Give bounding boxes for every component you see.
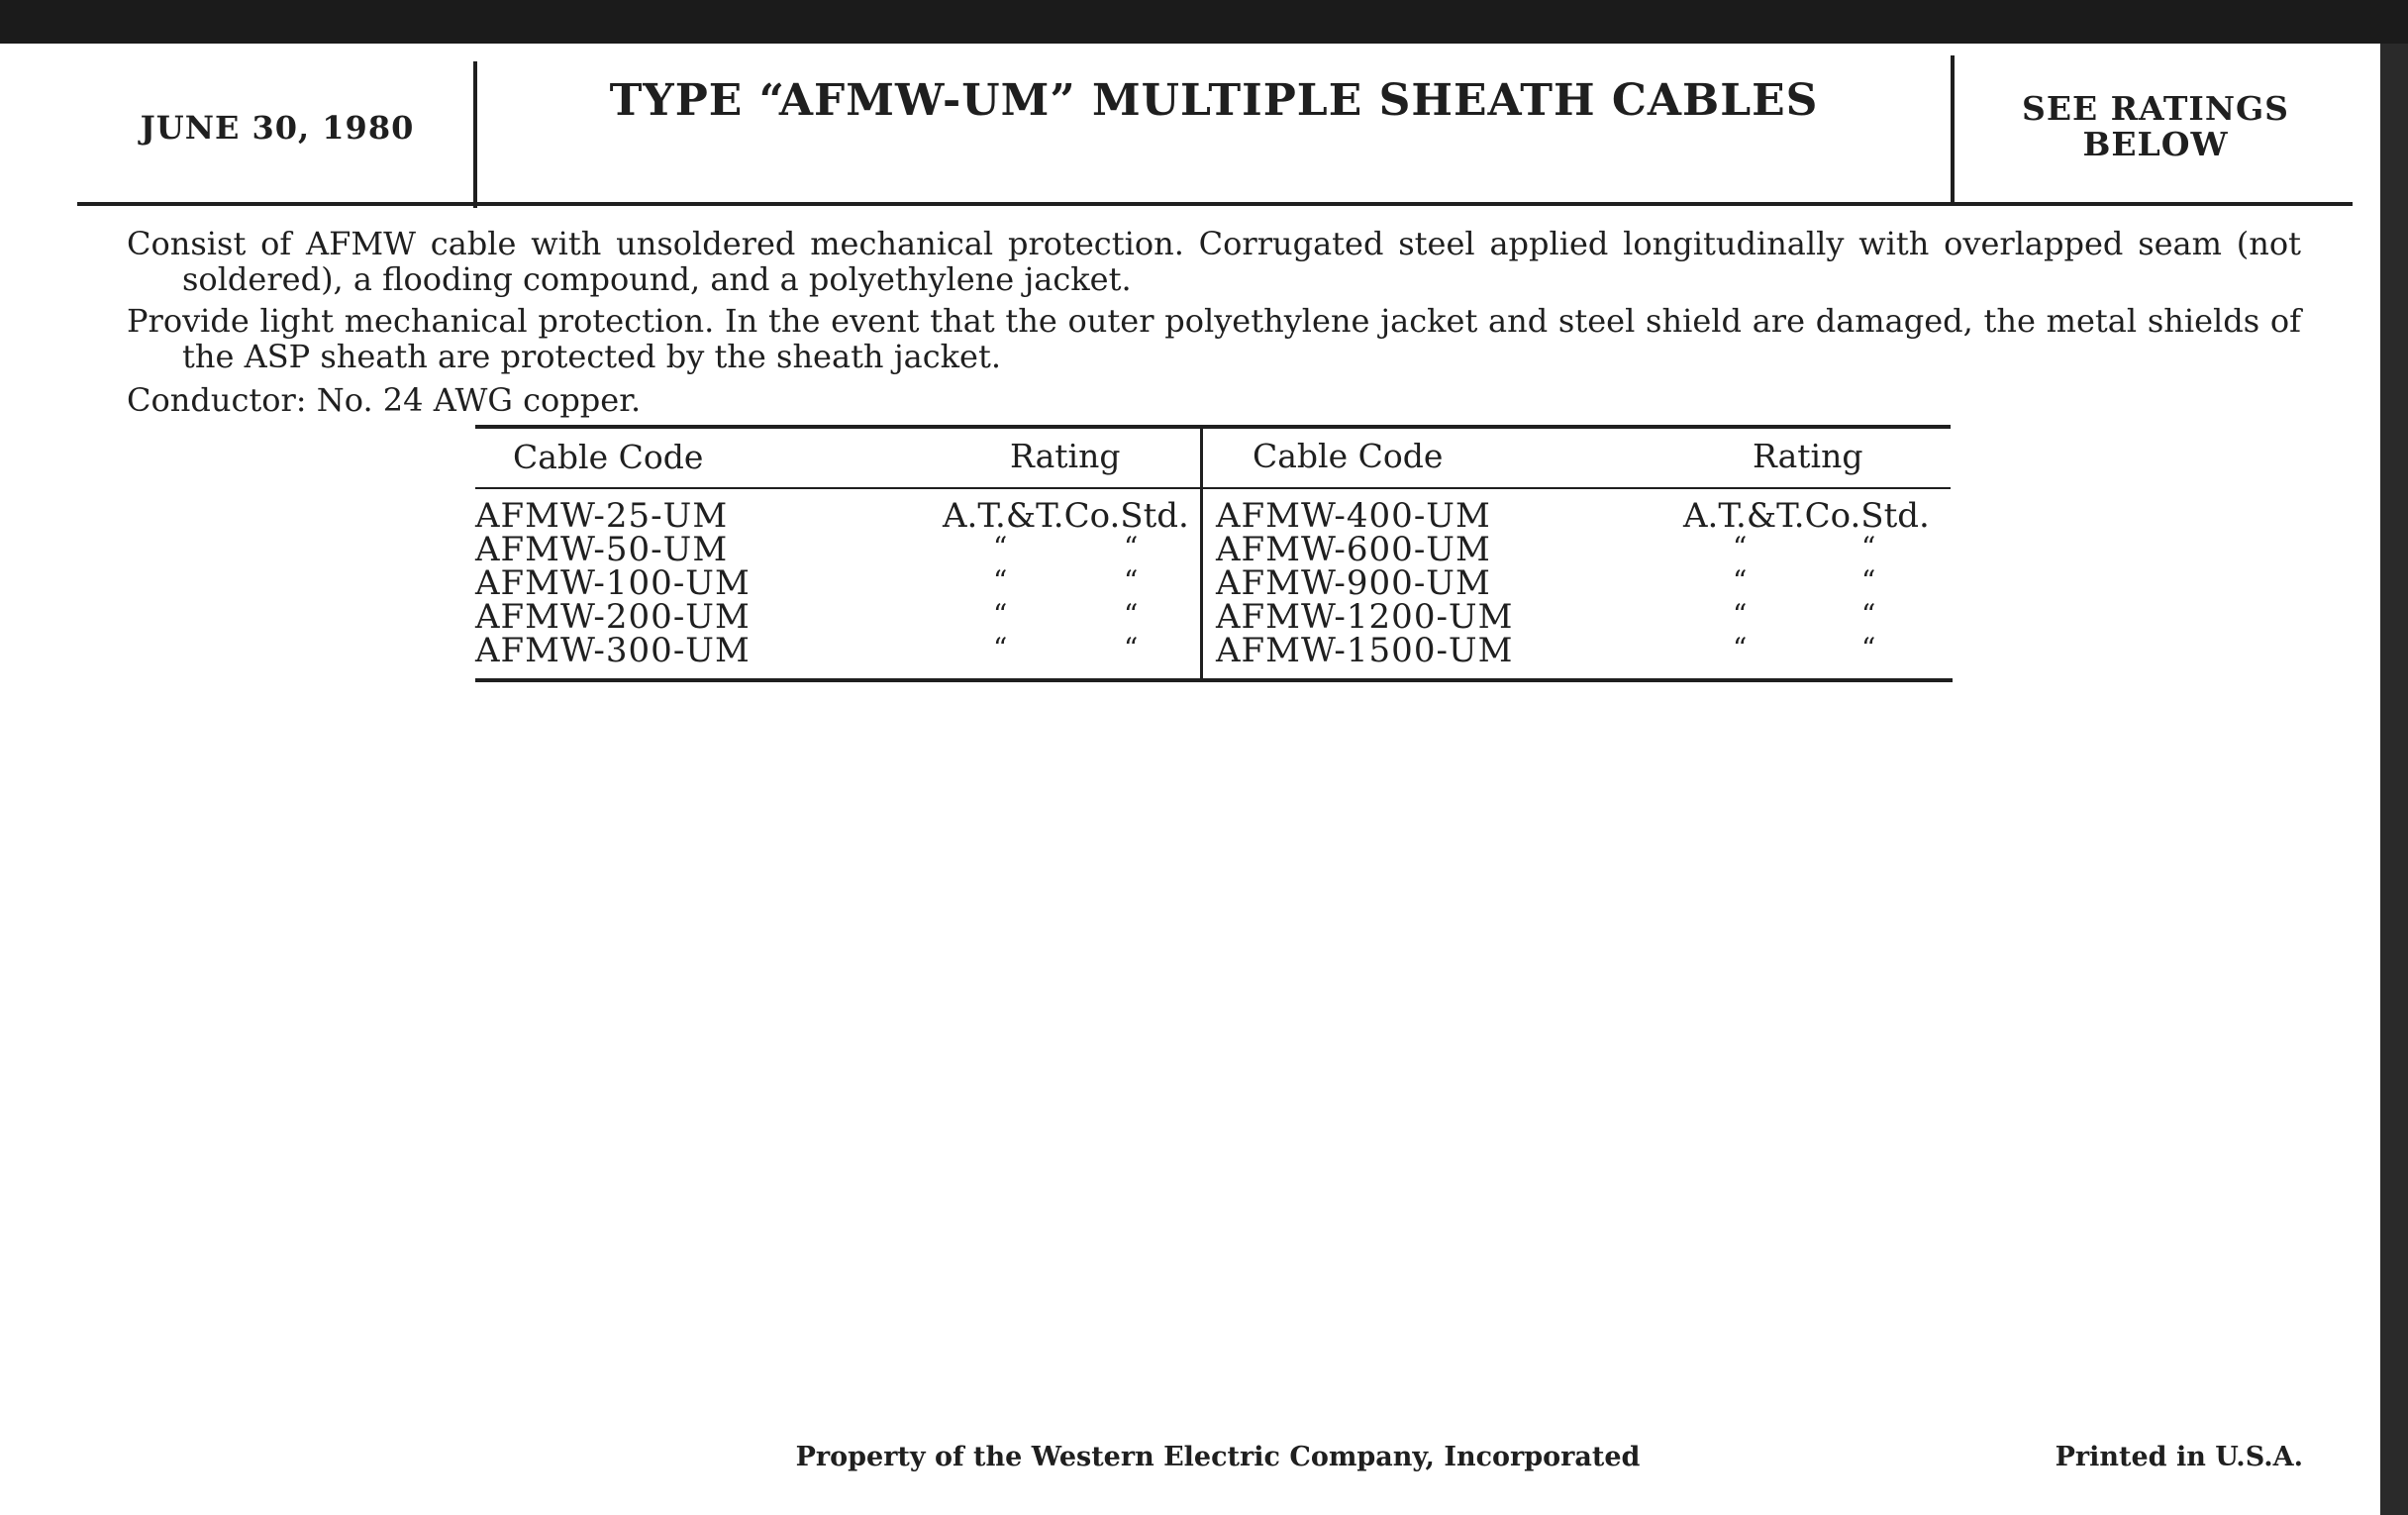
left-ditto-3a: “ (993, 564, 1008, 597)
right-ditto-2b: “ (1861, 531, 1876, 563)
description-paragraph-2: Provide light mechanical protection. In the event that the outer polyethylene jacket and steel shield are damaged, the metal shields of the ASP sheath are protected by the sheath jacket. (127, 302, 2301, 375)
header-rating-right: Rating (1753, 437, 1863, 475)
right-code-4: AFMW-1200-UM (1216, 597, 1514, 637)
description-paragraph-1: Consist of AFMW cable with unsoldered mechanical protection. Corrugated steel applied longitudinally with overlapped seam (not soldered), a flooding compound, and a polyethylene jacket. (127, 225, 2301, 298)
left-ditto-2a: “ (993, 531, 1008, 563)
header-divider-left (473, 61, 477, 208)
header-divider-right (1951, 55, 1955, 204)
right-ditto-4a: “ (1733, 598, 1748, 631)
footer-printed: Printed in U.S.A. (2055, 1442, 2303, 1472)
left-ditto-4b: “ (1124, 598, 1139, 631)
right-ditto-2a: “ (1733, 531, 1748, 563)
left-code-5: AFMW-300-UM (475, 631, 751, 670)
left-rating-1: A.T.&T.Co.Std. (943, 496, 1189, 536)
table-header-rule (475, 487, 1951, 489)
ratings-note-line2: BELOW (2082, 125, 2229, 163)
right-ditto-4b: “ (1861, 598, 1876, 631)
left-ditto-4a: “ (993, 598, 1008, 631)
right-rating-1: A.T.&T.Co.Std. (1683, 496, 1930, 536)
card-date: JUNE 30, 1980 (140, 109, 415, 147)
right-code-3: AFMW-900-UM (1216, 563, 1491, 603)
header-cable-code-left: Cable Code (513, 438, 704, 476)
card-title: TYPE “AFMW-UM” MULTIPLE SHEATH CABLES (609, 75, 1819, 126)
right-ditto-5b: “ (1861, 632, 1876, 664)
right-code-5: AFMW-1500-UM (1216, 631, 1514, 670)
ratings-note-line1: SEE RATINGS (2021, 89, 2290, 128)
left-code-3: AFMW-100-UM (475, 563, 751, 603)
footer-property: Property of the Western Electric Company, Incorporated (795, 1442, 1641, 1472)
header-rating-left: Rating (1010, 437, 1121, 475)
left-code-1: AFMW-25-UM (475, 496, 729, 536)
right-ditto-3a: “ (1733, 564, 1748, 597)
right-code-2: AFMW-600-UM (1216, 530, 1491, 569)
header-rule (77, 202, 2353, 206)
header-cable-code-right: Cable Code (1253, 437, 1444, 475)
ratings-note (1953, 91, 2358, 162)
right-ditto-5a: “ (1733, 632, 1748, 664)
right-ditto-3b: “ (1861, 564, 1876, 597)
left-code-4: AFMW-200-UM (475, 597, 751, 637)
left-ditto-2b: “ (1124, 531, 1139, 563)
left-ditto-5b: “ (1124, 632, 1139, 664)
scan-edge (2380, 44, 2408, 1515)
right-code-1: AFMW-400-UM (1216, 496, 1491, 536)
left-ditto-3b: “ (1124, 564, 1139, 597)
left-code-2: AFMW-50-UM (475, 530, 729, 569)
table-column-divider (1200, 427, 1203, 680)
table-top-rule (475, 425, 1951, 429)
table-bottom-rule (475, 678, 1953, 682)
left-ditto-5a: “ (993, 632, 1008, 664)
conductor-note: Conductor: No. 24 AWG copper. (127, 381, 642, 419)
